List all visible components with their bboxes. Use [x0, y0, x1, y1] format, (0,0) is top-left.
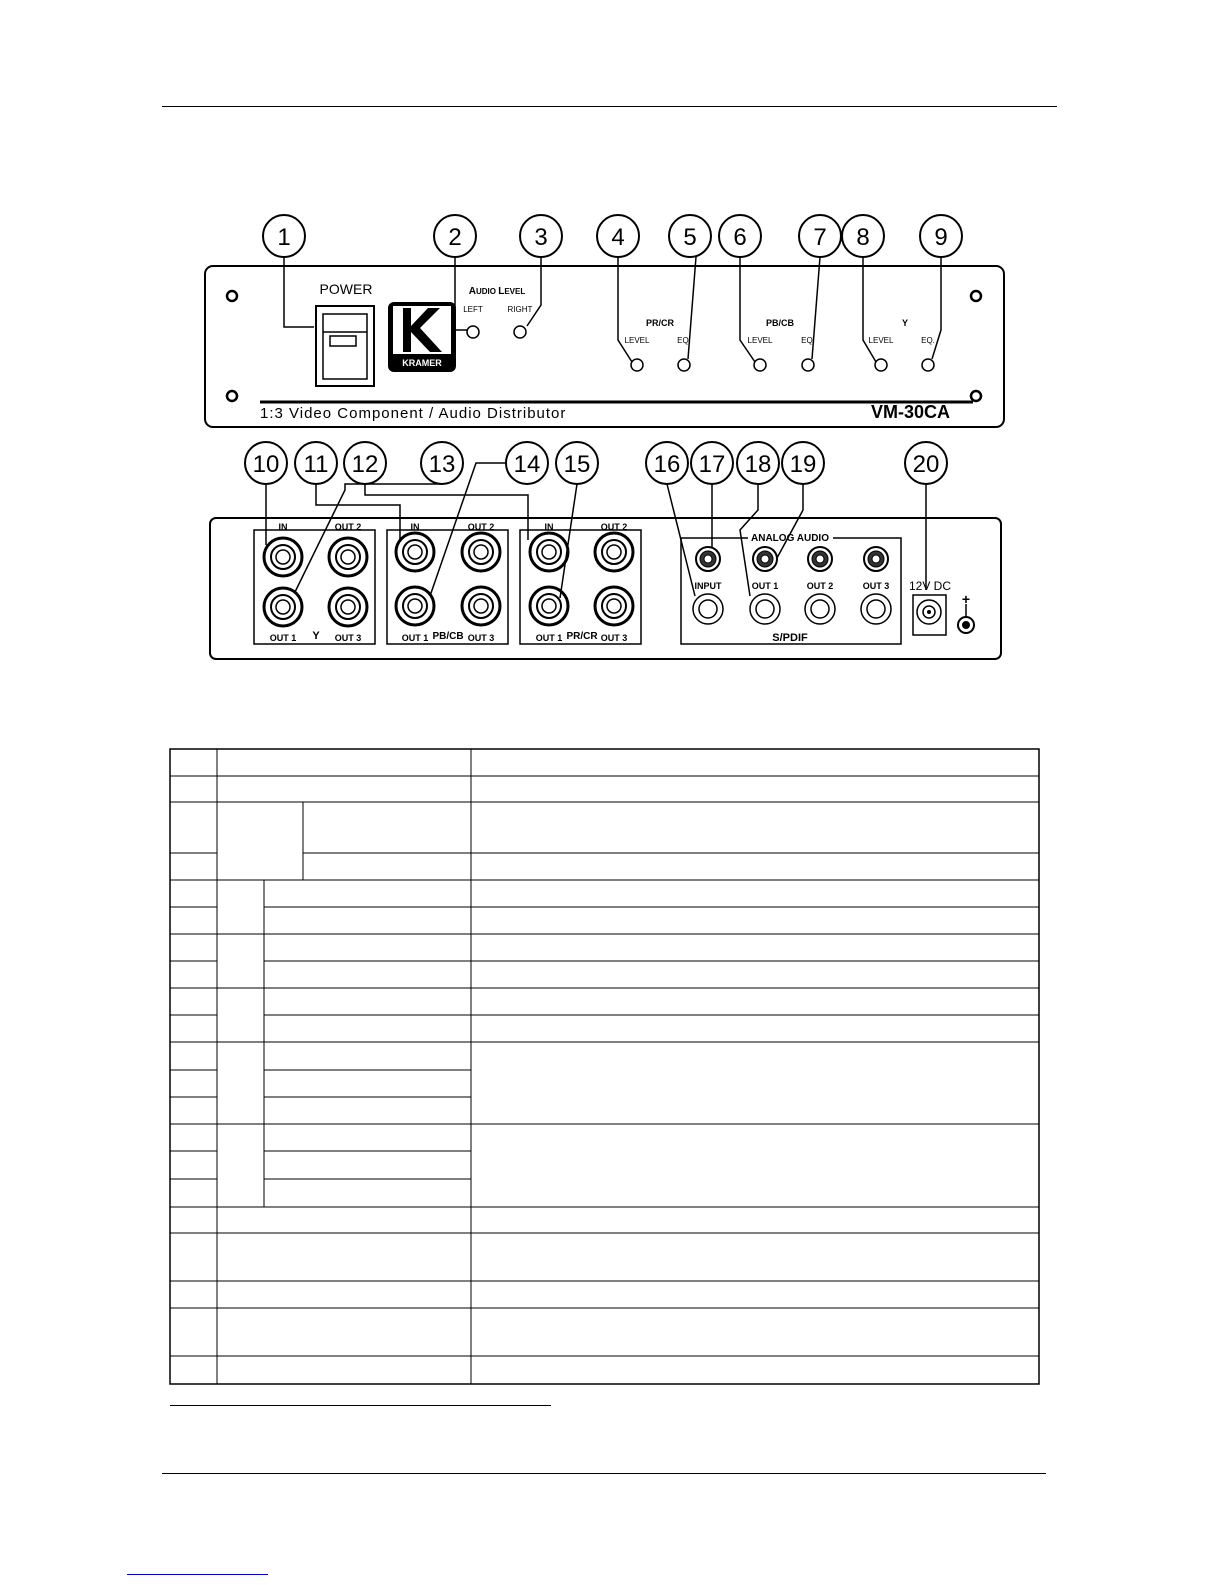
analog-audio-label: ANALOG AUDIO — [751, 533, 829, 544]
power-dc-label: 12V DC — [908, 579, 952, 593]
callout-4: 4 — [611, 224, 625, 251]
y-out1-label: OUT 1 — [269, 633, 297, 643]
callout-11: 11 — [303, 451, 329, 478]
prcr-out3-label: OUT 3 — [600, 633, 628, 643]
audio-input-label: INPUT — [694, 581, 722, 591]
audio-out3-label: OUT 3 — [862, 581, 890, 591]
logo-text: KRAMER — [402, 358, 442, 368]
audio-left-knob — [467, 326, 479, 338]
callout-3: 3 — [534, 224, 548, 251]
rca-group-prcr — [520, 522, 641, 644]
rca-group-pbcb — [387, 522, 508, 644]
audio-out1-label: OUT 1 — [751, 581, 779, 591]
pbcb-title: PB/CB — [765, 318, 795, 328]
y-level-label: LEVEL — [868, 336, 894, 345]
callout-10: 10 — [252, 451, 280, 478]
rear-panel-diagram — [0, 440, 1225, 670]
product-line: 1:3 Video Component / Audio Distributor — [260, 405, 567, 422]
pbcb-out3-label: OUT 3 — [467, 633, 495, 643]
pbcb-group-label: PB/CB — [432, 631, 464, 642]
y-title: Y — [901, 318, 909, 328]
power-label: POWER — [319, 281, 373, 297]
prcr-title: PR/CR — [645, 318, 675, 328]
audio-out2-label: OUT 2 — [806, 581, 834, 591]
callout-15: 15 — [563, 451, 591, 478]
y-eq-label: EQ. — [921, 336, 935, 345]
audio-left-label: LEFT — [463, 305, 483, 314]
polarity-plus: + — [961, 591, 971, 607]
prcr-out1-label: OUT 1 — [535, 633, 563, 643]
footer-rule — [162, 1473, 1046, 1474]
model-name: VM-30CA — [870, 402, 950, 422]
footer-link-underline[interactable] — [127, 1574, 268, 1575]
callout-17: 17 — [698, 451, 726, 478]
callout-12: 12 — [351, 451, 379, 478]
y-in-label: IN — [278, 522, 288, 532]
footnote-rule — [170, 1405, 551, 1406]
callout-8: 8 — [856, 224, 870, 251]
callout-9: 9 — [934, 224, 948, 251]
prcr-in-label: IN — [544, 522, 554, 532]
parts-table — [0, 740, 1225, 1400]
pbcb-level-label: LEVEL — [747, 336, 773, 345]
callout-5: 5 — [683, 224, 697, 251]
pbcb-out2-label: OUT 2 — [467, 522, 495, 532]
y-out2-label: OUT 2 — [334, 522, 362, 532]
callout-19: 19 — [789, 451, 817, 478]
y-group-label: Y — [312, 630, 320, 642]
pbcb-eq-label: EQ. — [801, 336, 815, 345]
callout-6: 6 — [733, 224, 747, 251]
callout-1: 1 — [277, 224, 291, 251]
y-out3-label: OUT 3 — [334, 633, 362, 643]
callout-2: 2 — [448, 224, 462, 251]
callout-18: 18 — [744, 451, 772, 478]
audio-right-knob — [514, 326, 526, 338]
front-panel-diagram — [0, 0, 1225, 440]
rca-group-y — [254, 522, 375, 644]
pbcb-out1-label: OUT 1 — [401, 633, 429, 643]
callout-13: 13 — [428, 451, 456, 478]
pbcb-in-label: IN — [410, 522, 420, 532]
spdif-label: S/PDIF — [772, 632, 808, 644]
callout-7: 7 — [813, 224, 827, 251]
callout-14: 14 — [513, 451, 541, 478]
prcr-eq-label: EQ. — [677, 336, 691, 345]
prcr-group-label: PR/CR — [566, 631, 598, 642]
prcr-out2-label: OUT 2 — [600, 522, 628, 532]
callout-16: 16 — [653, 451, 681, 478]
audio-level-title: AUDIO LEVEL — [468, 286, 526, 297]
audio-spdif-group — [681, 530, 901, 644]
prcr-level-label: LEVEL — [624, 336, 650, 345]
callout-20: 20 — [912, 451, 940, 478]
audio-right-label: RIGHT — [507, 305, 533, 314]
